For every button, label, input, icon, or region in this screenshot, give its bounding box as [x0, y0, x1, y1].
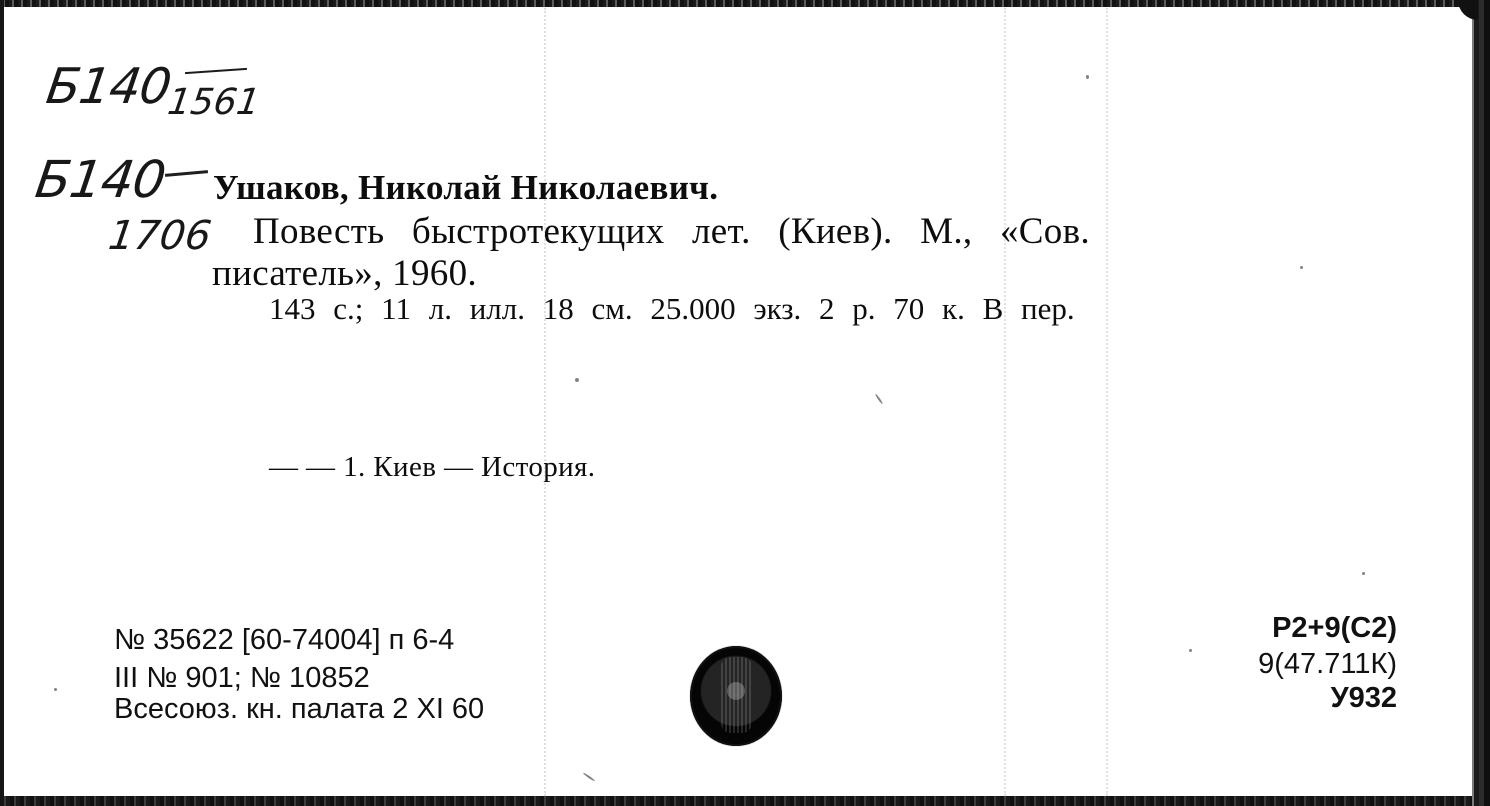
handwritten-call-number-main-1: Б140 — [42, 58, 175, 115]
scan-border-bottom — [0, 796, 1490, 806]
handwritten-overline — [185, 68, 247, 74]
paper-fold-line — [1004, 8, 1006, 796]
scan-speck — [875, 394, 884, 405]
scan-speck — [1300, 266, 1303, 269]
scan-speck — [1362, 572, 1365, 575]
scan-speck — [1086, 75, 1089, 79]
footer-classification-3: У932 — [1330, 682, 1397, 714]
handwritten-call-number-sub-1: 1561 — [165, 82, 263, 123]
footer-classification-1: Р2+9(С2) — [1272, 612, 1397, 644]
record-title-line-1: Повесть быстротекущих лет. (Киев). М., «Сов. — [253, 211, 1090, 252]
footer-publisher-date: Всесоюз. кн. палата 2 XI 60 — [114, 693, 485, 725]
footer-record-reference: III № 901; № 10852 — [114, 662, 370, 694]
record-title-line-2: писатель», 1960. — [212, 253, 477, 294]
footer-record-number: № 35622 [60-74004] п 6-4 — [114, 624, 455, 656]
scan-border-top — [0, 0, 1490, 7]
scan-speck — [575, 378, 579, 382]
handwritten-call-number-sub-2: 1706 — [105, 213, 215, 259]
card-punch-hole — [690, 646, 782, 746]
record-subject-heading: — — 1. Киев — История. — [269, 451, 596, 483]
record-physical-description: 143 с.; 11 л. илл. 18 см. 25.000 экз. 2 р. 70 к. В пер. — [269, 291, 1075, 326]
record-author: Ушаков, Николай Николаевич. — [213, 168, 719, 207]
handwritten-dash — [165, 170, 208, 177]
scan-border-right — [1472, 0, 1490, 806]
handwritten-call-number-main-2: Б140 — [31, 151, 169, 210]
card-corner-shadow — [1458, 0, 1478, 20]
footer-classification-2: 9(47.711К) — [1258, 648, 1397, 680]
paper-fold-line — [1106, 8, 1108, 796]
paper-fold-line — [544, 8, 546, 796]
scan-speck — [54, 688, 57, 691]
scan-speck — [583, 772, 596, 782]
scan-border-left — [0, 0, 4, 806]
scan-speck — [1189, 649, 1192, 652]
